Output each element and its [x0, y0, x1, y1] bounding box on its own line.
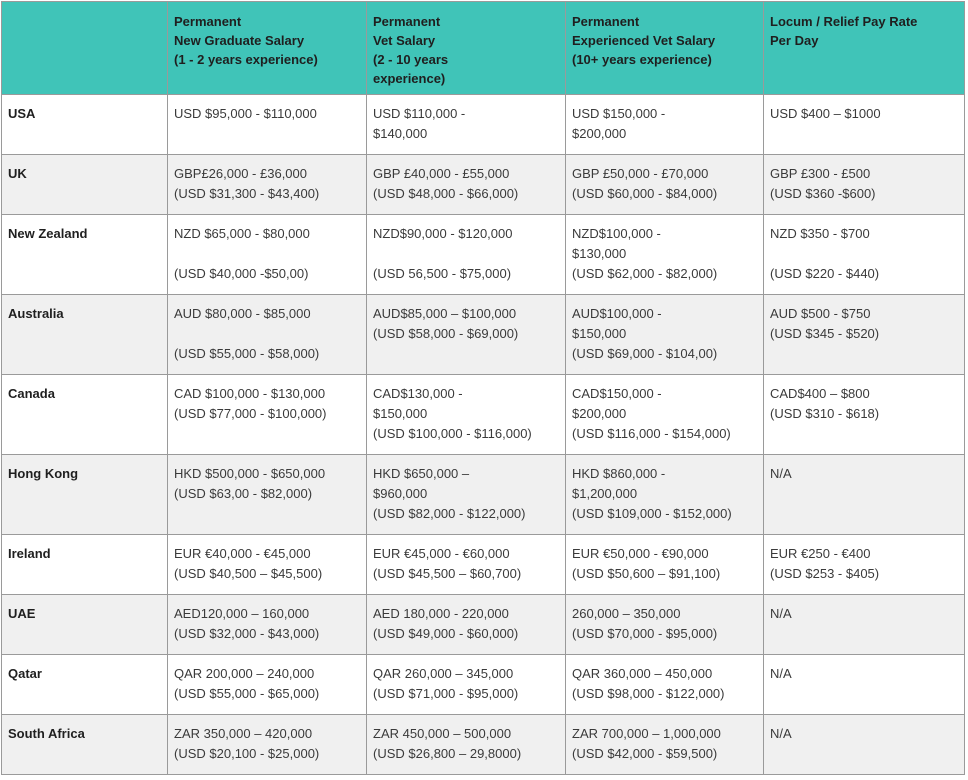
- table-row: [2, 535, 965, 595]
- header-cell-4: [764, 2, 965, 95]
- cell-line: (USD $70,000 - $95,000): [572, 626, 718, 641]
- salary-cell: [168, 375, 367, 455]
- cell-line: (USD $63,00 - $82,000): [174, 486, 313, 501]
- cell-line: GBP £50,000 - £70,000: [572, 166, 709, 181]
- salary-cell: [566, 655, 764, 715]
- table-row: [2, 375, 965, 455]
- header-line: experience): [373, 71, 446, 86]
- cell-line: (USD $82,000 - $122,000): [373, 506, 526, 521]
- cell-line: EUR €250 - €400: [770, 546, 871, 561]
- cell-line: NZD $65,000 - $80,000: [174, 226, 310, 241]
- cell-line: (USD $55,000 - $65,000): [174, 686, 320, 701]
- salary-cell: [367, 215, 566, 295]
- table-row: [2, 595, 965, 655]
- cell-line: AUD $500 - $750: [770, 306, 871, 321]
- salary-cell: [168, 655, 367, 715]
- header-line: Permanent: [572, 14, 640, 29]
- table-row: [2, 655, 965, 715]
- salary-cell: [367, 295, 566, 375]
- cell-line: (USD $26,800 – 29,8000): [373, 746, 522, 761]
- header-cell-3: [566, 2, 764, 95]
- cell-line: CAD$400 – $800: [770, 386, 870, 401]
- header-line: Per Day: [770, 33, 819, 48]
- table-row: [2, 715, 965, 775]
- cell-line: HKD $500,000 - $650,000: [174, 466, 326, 481]
- cell-line: N/A: [770, 606, 792, 621]
- cell-line: AUD$100,000 -: [572, 306, 662, 321]
- salary-cell: [566, 375, 764, 455]
- salary-cell: [764, 655, 965, 715]
- salary-cell: [764, 595, 965, 655]
- cell-line: EUR €45,000 - €60,000: [373, 546, 510, 561]
- header-line: Locum / Relief Pay Rate: [770, 14, 918, 29]
- salary-cell: [764, 215, 965, 295]
- country-cell: Qatar: [2, 655, 168, 715]
- cell-line: GBP £40,000 - £55,000: [373, 166, 510, 181]
- cell-line: (USD $69,000 - $104,00): [572, 346, 718, 361]
- cell-line: (USD $253 - $405): [770, 566, 880, 581]
- cell-line: (USD $40,500 – $45,500): [174, 566, 323, 581]
- cell-line: [174, 244, 361, 264]
- cell-line: EUR €40,000 - €45,000: [174, 546, 311, 561]
- cell-line: HKD $650,000 –: [373, 466, 470, 481]
- cell-line: EUR €50,000 - €90,000: [572, 546, 709, 561]
- cell-line: (USD $220 - $440): [770, 266, 880, 281]
- salary-cell: [764, 535, 965, 595]
- country-cell: UK: [2, 155, 168, 215]
- country-cell: Canada: [2, 375, 168, 455]
- salary-cell: [168, 535, 367, 595]
- header-line: Experienced Vet Salary: [572, 33, 716, 48]
- cell-line: N/A: [770, 466, 792, 481]
- cell-line: QAR 360,000 – 450,000: [572, 666, 713, 681]
- header-line: (10+ years experience): [572, 52, 712, 67]
- cell-line: [770, 244, 959, 264]
- cell-line: QAR 260,000 – 345,000: [373, 666, 514, 681]
- cell-line: NZD $350 - $700: [770, 226, 870, 241]
- cell-line: (USD $40,000 -$50,00): [174, 266, 309, 281]
- cell-line: CAD$150,000 -: [572, 386, 662, 401]
- cell-line: AUD$85,000 – $100,000: [373, 306, 517, 321]
- cell-line: (USD $100,000 - $116,000): [373, 426, 532, 441]
- salary-cell: [566, 215, 764, 295]
- table-body: [2, 95, 965, 775]
- table-row: [2, 455, 965, 535]
- cell-line: AED 180,000 - 220,000: [373, 606, 509, 621]
- table-row: [2, 95, 965, 155]
- cell-line: $130,000: [572, 246, 627, 261]
- cell-line: (USD $42,000 - $59,500): [572, 746, 718, 761]
- cell-line: (USD $116,000 - $154,000): [572, 426, 731, 441]
- cell-line: (USD $48,000 - $66,000): [373, 186, 519, 201]
- salary-cell: [566, 95, 764, 155]
- cell-line: (USD $77,000 - $100,000): [174, 406, 327, 421]
- salary-cell: [168, 215, 367, 295]
- cell-line: (USD $31,300 - $43,400): [174, 186, 320, 201]
- cell-line: (USD $55,000 - $58,000): [174, 346, 320, 361]
- salary-cell: [367, 595, 566, 655]
- salary-cell: [367, 155, 566, 215]
- cell-line: AED120,000 – 160,000: [174, 606, 310, 621]
- cell-line: (USD $49,000 - $60,000): [373, 626, 519, 641]
- cell-line: (USD $71,000 - $95,000): [373, 686, 519, 701]
- table-row: [2, 155, 965, 215]
- salary-cell: [367, 715, 566, 775]
- country-cell: Hong Kong: [2, 455, 168, 535]
- country-cell: New Zealand: [2, 215, 168, 295]
- salary-cell: [764, 295, 965, 375]
- salary-table: [1, 1, 965, 775]
- header-cell-country: [2, 2, 168, 95]
- cell-line: [373, 244, 560, 264]
- cell-line: 260,000 – 350,000: [572, 606, 681, 621]
- cell-line: USD $110,000 -: [373, 106, 466, 121]
- cell-line: N/A: [770, 666, 792, 681]
- cell-line: NZD$100,000 -: [572, 226, 661, 241]
- cell-line: USD $150,000 -: [572, 106, 666, 121]
- cell-line: USD $95,000 - $110,000: [174, 106, 317, 121]
- table-row: [2, 295, 965, 375]
- salary-cell: [764, 375, 965, 455]
- salary-cell: [764, 455, 965, 535]
- salary-cell: [168, 715, 367, 775]
- cell-line: USD $400 – $1000: [770, 106, 881, 121]
- cell-line: (USD $109,000 - $152,000): [572, 506, 732, 521]
- salary-cell: [566, 155, 764, 215]
- cell-line: AUD $80,000 - $85,000: [174, 306, 311, 321]
- cell-line: NZD$90,000 - $120,000: [373, 226, 513, 241]
- cell-line: HKD $860,000 -: [572, 466, 666, 481]
- country-cell: Ireland: [2, 535, 168, 595]
- country-cell: USA: [2, 95, 168, 155]
- salary-cell: [168, 295, 367, 375]
- salary-cell: [367, 535, 566, 595]
- table-row: [2, 215, 965, 295]
- country-cell: UAE: [2, 595, 168, 655]
- cell-line: (USD $20,100 - $25,000): [174, 746, 320, 761]
- cell-line: $1,200,000: [572, 486, 638, 501]
- header-cell-1: [168, 2, 367, 95]
- cell-line: $960,000: [373, 486, 428, 501]
- cell-line: CAD$130,000 -: [373, 386, 463, 401]
- salary-cell: [367, 455, 566, 535]
- cell-line: $140,000: [373, 126, 428, 141]
- header-line: New Graduate Salary: [174, 33, 305, 48]
- cell-line: $200,000: [572, 406, 627, 421]
- cell-line: (USD $45,500 – $60,700): [373, 566, 522, 581]
- cell-line: CAD $100,000 - $130,000: [174, 386, 326, 401]
- cell-line: GBP£26,000 - £36,000: [174, 166, 307, 181]
- cell-line: (USD $98,000 - $122,000): [572, 686, 725, 701]
- header-line: (1 - 2 years experience): [174, 52, 318, 67]
- salary-cell: [764, 95, 965, 155]
- salary-cell: [566, 295, 764, 375]
- cell-line: ZAR 350,000 – 420,000: [174, 726, 313, 741]
- cell-line: (USD $32,000 - $43,000): [174, 626, 320, 641]
- cell-line: (USD $50,600 – $91,100): [572, 566, 721, 581]
- cell-line: ZAR 450,000 – 500,000: [373, 726, 512, 741]
- header-cell-2: [367, 2, 566, 95]
- salary-cell: [566, 455, 764, 535]
- cell-line: [174, 324, 361, 344]
- cell-line: $150,000: [572, 326, 627, 341]
- cell-line: $200,000: [572, 126, 627, 141]
- salary-cell: [367, 655, 566, 715]
- cell-line: (USD $310 - $618): [770, 406, 880, 421]
- salary-cell: [367, 95, 566, 155]
- salary-cell: [168, 455, 367, 535]
- salary-cell: [764, 715, 965, 775]
- salary-cell: [764, 155, 965, 215]
- header-line: Permanent: [373, 14, 441, 29]
- cell-line: (USD 56,500 - $75,000): [373, 266, 512, 281]
- cell-line: (USD $62,000 - $82,000): [572, 266, 718, 281]
- header-line: (2 - 10 years: [373, 52, 449, 67]
- cell-line: (USD $345 - $520): [770, 326, 880, 341]
- salary-cell: [367, 375, 566, 455]
- salary-cell: [566, 595, 764, 655]
- cell-line: ZAR 700,000 – 1,000,000: [572, 726, 721, 741]
- country-cell: South Africa: [2, 715, 168, 775]
- salary-cell: [168, 595, 367, 655]
- country-cell: Australia: [2, 295, 168, 375]
- salary-cell: [566, 715, 764, 775]
- salary-cell: [168, 95, 367, 155]
- header-row: [2, 2, 965, 95]
- salary-cell: [168, 155, 367, 215]
- header-line: Permanent: [174, 14, 242, 29]
- cell-line: (USD $360 -$600): [770, 186, 876, 201]
- salary-cell: [566, 535, 764, 595]
- header-line: Vet Salary: [373, 33, 436, 48]
- cell-line: GBP £300 - £500: [770, 166, 871, 181]
- cell-line: (USD $58,000 - $69,000): [373, 326, 519, 341]
- cell-line: $150,000: [373, 406, 428, 421]
- cell-line: QAR 200,000 – 240,000: [174, 666, 315, 681]
- cell-line: N/A: [770, 726, 792, 741]
- cell-line: (USD $60,000 - $84,000): [572, 186, 718, 201]
